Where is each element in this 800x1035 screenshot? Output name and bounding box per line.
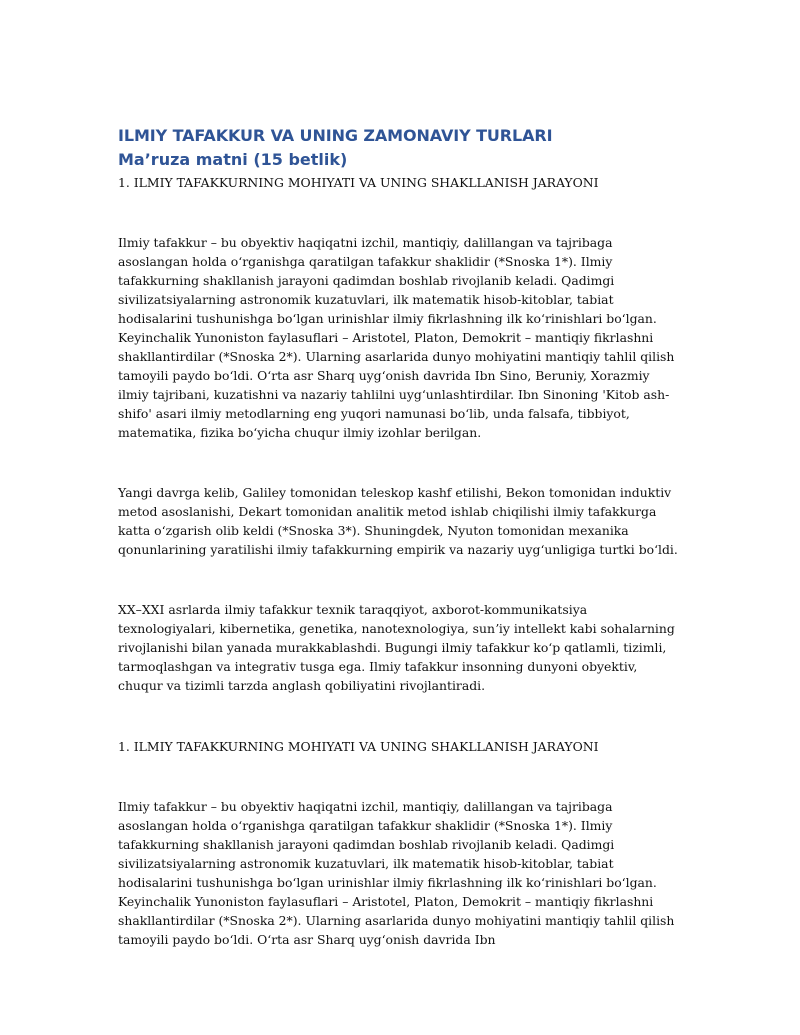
body-paragraph: Yangi davrga kelib, Galiley tomonidan teleskop kashf etilishi, Bekon tomonidan induktiv metod asoslanishi, Dekart tomonidan analitik metod ishlab chiqilishi ilmiy tafakkurga katta oʻzgarish olib keldi (*Snoska 3*). Shuningdek, Nyuton tomonidan mexanika qonunlarining yaratilishi ilmiy tafakkurning empirik va nazariy uygʻunligiga turtki boʻldi.: [118, 485, 678, 557]
body-paragraph: Ilmiy tafakkur – bu obyektiv haqiqatni izchil, mantiqiy, dalillangan va tajribaga asoslangan holda oʻrganishga qaratilgan tafakkur shaklidir (*Snoska 1*). Ilmiy tafakkurning shakllanish jarayoni qadimdan boshlab rivojlanib keladi. Qadimgi sivilizatsiyalarning astronomik kuzatuvlari, ilk matematik hisob-kitoblar, tabiat hodisalarini tushunishga boʻlgan urinishlar ilmiy fikrlashning ilk koʻrinishlari boʻlgan. Keyinchalik Yunoniston faylasuflari – Aristotel, Platon, Demokrit – mantiqiy fikrlashni shakllantirdilar (*Snoska 2*). Ularning asarlarida dunyo mohiyatini mantiqiy tahlil qilish tamoyili paydo boʻldi. Oʻrta asr Sharq uygʻonish davrida Ibn Sino, Beruniy, Xorazmiy ilmiy tajribani, kuzatishni va nazariy tahlilni uygʻunlashtirdilar. Ibn Sinoning 'Kitob ash-shifo' asari ilmiy metodlarning eng yuqori namunasi boʻlib, unda falsafa, tibbiyot, matematika, fizika boʻyicha chuqur ilmiy izohlar berilgan.: [118, 235, 675, 440]
spacer: [118, 193, 684, 233]
document-body: [118, 124, 684, 949]
spacer: [118, 559, 684, 600]
document-title: ILMIY TAFAKKUR VA UNING ZAMONAVIY TURLARI: [118, 126, 553, 145]
section-heading: 1. ILMIY TAFAKKURNING MOHIYATI VA UNING SHAKLLANISH JARAYONI: [118, 175, 599, 190]
spacer: [118, 442, 684, 483]
section-heading: 1. ILMIY TAFAKKURNING MOHIYATI VA UNING SHAKLLANISH JARAYONI: [118, 739, 599, 754]
spacer: [118, 757, 684, 797]
spacer: [118, 695, 684, 736]
document-subtitle: Ma’ruza matni (15 betlik): [118, 150, 348, 169]
body-paragraph: Ilmiy tafakkur – bu obyektiv haqiqatni izchil, mantiqiy, dalillangan va tajribaga asoslangan holda oʻrganishga qaratilgan tafakkur shaklidir (*Snoska 1*). Ilmiy tafakkurning shakllanish jarayoni qadimdan boshlab rivojlanib keladi. Qadimgi sivilizatsiyalarning astronomik kuzatuvlari, ilk matematik hisob-kitoblar, tabiat hodisalarini tushunishga boʻlgan urinishlar ilmiy fikrlashning ilk koʻrinishlari boʻlgan. Keyinchalik Yunoniston faylasuflari – Aristotel, Platon, Demokrit – mantiqiy fikrlashni shakllantirdilar (*Snoska 2*). Ularning asarlarida dunyo mohiyatini mantiqiy tahlil qilish tamoyili paydo boʻldi. Oʻrta asr Sharq uygʻonish davrida Ibn: [118, 799, 675, 947]
body-paragraph: XX–XXI asrlarda ilmiy tafakkur texnik taraqqiyot, axborot-kommunikatsiya texnologiyalari, kibernetika, genetika, nanotexnologiya, sunʼiy intellekt kabi sohalarning rivojlanishi bilan yanada murakkablashdi. Bugungi ilmiy tafakkur koʻp qatlamli, tizimli, tarmoqlashgan va integrativ tusga ega. Ilmiy tafakkur insonning dunyoni obyektiv, chuqur va tizimli tarzda anglash qobiliyatini rivojlantiradi.: [118, 602, 675, 693]
